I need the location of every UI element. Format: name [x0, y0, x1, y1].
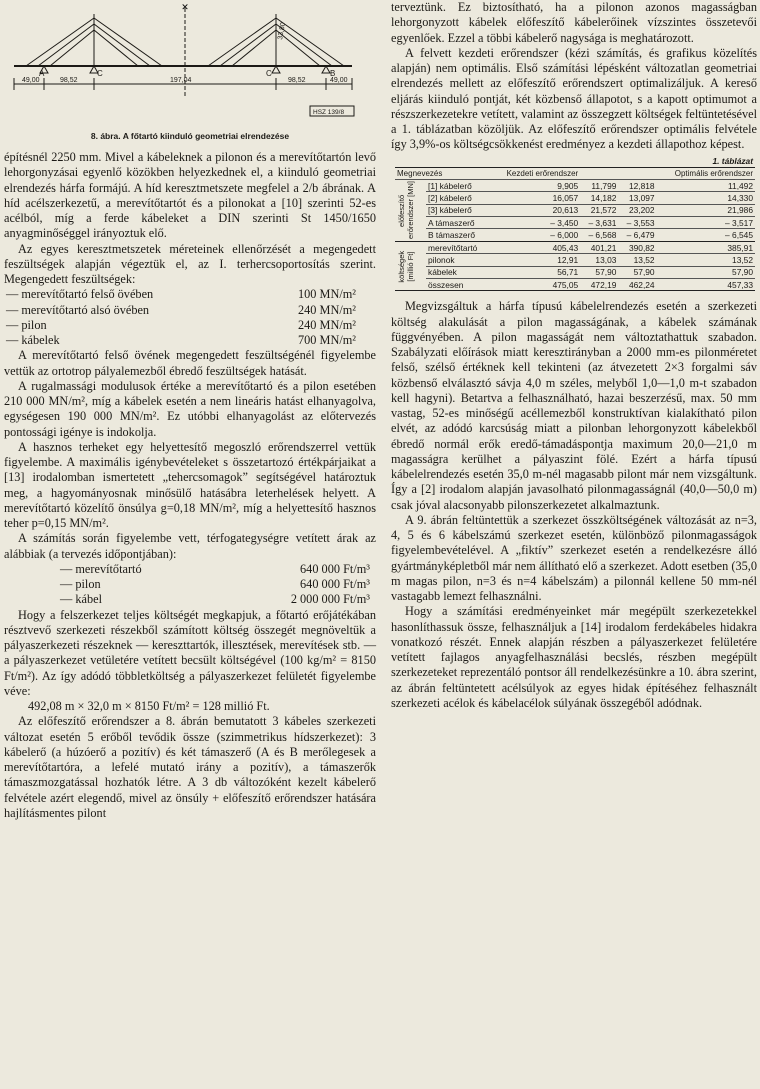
point-label: A	[39, 69, 45, 78]
axis-mark: ✕	[181, 2, 189, 12]
table-row: költségek [millió Ft] merevítőtartó 405,43 401,21 390,82 385,91	[395, 241, 755, 253]
paragraph: Hogy a számítási eredményeinket már megépült szerkezetekkel hasonlíthassuk össze, felhasználjuk a [14] irodalom ferdekábeles hidakra vonatkozó részét. Ennek alapján részben a pályaszerkezet felületére vetített fajlagos anyagfelhasználási becslés, részben megépült szerkezeteket reprezentáló pontsor áll rendelkezésünkre a 10. ábra szerint, az ábrán feltüntetett acélsúlyok az egyes hidak építéséhez felhasznált szerkezeti acélok és kábelacélok súlyának összegéből adódnak.	[391, 604, 757, 710]
dim-label: 98,52	[60, 77, 78, 84]
paragraph: Az egyes keresztmetszetek méreteinek ellenőrzését a megengedett feszültségek alapján végeztük el, az I. terhercsoportosítás szerint. Megengedett feszültségek:	[4, 241, 376, 286]
group-label: előfeszítő erőrendszer [MN]	[397, 181, 415, 240]
paragraph: A hasznos terheket egy helyettesítő megoszló erőrendszerrel vettük figyelembe. A maximális igénybevételeket s összetartozó értékpárjaikat a [13] irodalomban ismertetett „tehercsomagok” segítségével határoztuk meg, a hagyományosnak minősülő hatásábra leterhelések helyett. A merevítőtartó közelítő önsúlya g=0,18 MN/m², míg a helyettesítő hasznos teher p=0,15 MN/m².	[4, 439, 376, 530]
paragraph: Az előfeszítő erőrendszer a 8. ábrán bemutatott 3 kábeles szerkezeti változat esetén 5 erőből tevődik össze (szimmetrikus hídszerkezet): 3 kábelerő (a húzóerő a pozitív) és két támaszerő (A és B merőlegesek a merevítőtartóra, a lefelé mutató irány a pozitív), a támaszerők támaszmozgatással hozhatók létre. A 3 db változóként kezelt kábelerő felvétele azért elegendő, mivel az önsúly + előfeszítő erőrendszer hatására hajlításmentes pilont	[4, 714, 376, 820]
table-row: kábelek 56,71 57,90 57,90 57,90	[428, 267, 753, 278]
paragraph: terveztünk. Ez biztosítható, ha a pilonon azonos magasságban lehorgonyzott kábelek előfeszítő kábelerőinek vízszintes összetevői egyenlőek. Ezzel a többi kábelerő nagysága is meghatározott.	[391, 0, 757, 45]
table-header: Megnevezés Kezdeti erőrendszer Optimális erőrendszer	[397, 168, 753, 178]
table-row: [2] kábelerő 16,057 14,182 13,097 14,330	[428, 192, 753, 203]
dim-label: 49,00	[22, 77, 40, 84]
figure-8	[4, 0, 376, 150]
stamp: HSZ 139/8	[313, 109, 345, 116]
left-column	[4, 0, 376, 821]
list-item: — kábel 2 000 000 Ft/m³	[60, 592, 370, 607]
table-row: pilonok 12,91 13,03 13,52 13,52	[428, 254, 753, 265]
paragraph: A számítás során figyelembe vett, térfogategységre vetített árak az alábbiak (a tervezés időpontjában):	[4, 531, 376, 561]
list-item: — kábelek 700 MN/m²	[6, 333, 356, 347]
paragraph: A felvett kezdeti erőrendszer (kézi számítás, és grafikus közelítés alapján) nem optimális. Első számítási lépésként változatlan geometriai elrendezés mellett az előfeszítő erőrendszert optimalizáljuk. A kereső eljárás kiinduló pontját, két közbenső állapotot, s a kapott optimumot a részszerkezetekre vetített, valamint az összegzett költségek feltüntetésével a 1. táblázatban közöljük. Az előfeszítő erőrendszer optimális felvétele így 3,9%-os költségcsökkenést eredményez a kezdeti állapothoz képest.	[391, 45, 757, 152]
point-label: B	[330, 69, 336, 78]
table-title: 1. táblázat	[712, 155, 753, 166]
point-label: C	[266, 69, 272, 78]
dim-label: 98,52	[288, 77, 306, 84]
list-item: — merevítőtartó 640 000 Ft/m³	[60, 561, 370, 576]
dim-label: 49,00	[330, 77, 348, 84]
paragraph: A 9. ábrán feltüntettük a szerkezet összköltségének változását az n=3, 4, 5 és 6 kábelszámú szerkezet esetén, különböző pilonmagasságok figyelembevételével. A „fiktív” szerkezet esetén a rendelkezésre álló gyártmányképletből már nem állítható elő a szerkezet. Adott esetben (35,0 m magas pilon, n=3 és n=4 kábelszám) a pilonnál kellene 50 mm-nél vastagabb lemezt felhasználni.	[391, 512, 757, 604]
table-row: [3] kábelerő 20,613 21,572 23,202 21,986	[428, 205, 753, 216]
paragraph: A rugalmassági modulusok értéke a merevítőtartó és a pilon esetében 210 000 MN/m², míg a kábelek esetén a nem lineáris hatást elhanyagolva, egységesen 190 000 MN/m². Ez utóbbi elhanyagolást az előtervezés pontossági igénye is indokolja.	[4, 378, 376, 439]
list-item: — merevítőtartó felső övében 100 MN/m²	[6, 287, 356, 302]
bridge-diagram	[4, 0, 376, 124]
right-column	[391, 0, 757, 711]
paragraph: Megvizsgáltuk a hárfa típusú kábelelrendezés esetén a szerkezeti költség alakulását a pilon magasságának, a kábelek számának függvényében. A pilon magasságát nem változtathattuk szabadon. Szabályzati előírások miatt keresztirányban a 2000 mm-es pilonméretet felső, szélső értéknek kell tekinteni (az átvezetett 2×3 forgalmi sáv közbenső elválasztó sávja 4,0 m széles, melyből 1,0—1,0 m-t szabadon kell hagyni). Betartva a felhasználható, hazai beszerzésű, max. 50 mm vastag, 52-es minőségű acéllemezből konstruktívan kialakítható pilon elvét, az adódó karcsúság miatt a pilonban lehorgonyzott kábelekből ébredő normál erők eredő-támadáspontja maximum 20,0—21,0 m magasságra kerülhet a pályaszint fölé. Ezért a hárfa típusú kábelelrendezés esetén 35,0 m-nél magasabb pilont már nem vizsgáltunk. Így a [2] irodalom alapján javasolható pilonmagasságnál (40,0—50,0 m) csak jóval alacsonyabb pilonszerkezetet alkalmaztunk.	[391, 299, 757, 512]
table-row: összesen 475,05 472,19 462,24 457,33	[428, 279, 753, 290]
stress-list	[4, 287, 376, 348]
table-row: B támaszerő – 6,000 – 6,568 – 6,479 – 6,545	[428, 230, 753, 241]
mast-height-label: 33,80	[277, 21, 288, 41]
list-item: — pilon 240 MN/m²	[6, 317, 356, 332]
table-row: A támaszerő – 3,450 – 3,631 – 3,553 – 3,517	[428, 217, 753, 228]
point-label: C	[97, 69, 103, 78]
figure-caption: 8. ábra. A főtartó kiinduló geometriai elrendezése	[90, 131, 290, 141]
paragraph: A merevítőtartó felső övének megengedett feszültségénél figyelembe vettük az ortotrop pályalemezből ébredő feszültségek hatását.	[4, 348, 376, 378]
paragraph: építésnél 2250 mm. Mivel a kábeleknek a pilonon és a merevítőtartón levő lehorgonyzásai egyenlő közökben helyezkednek el, a kiinduló geometriai elrendezés hárfa formájú. A híd keresztmetszete megfelel a 2/b ábrának. A híd acélszerkezetű, a merevítőtartót és a pilonokat a [10] szerinti 52-es acélból, míg a ferde kábeleket a DIN szerinti St 1450/1650 anyagminőséggel irányoztuk elő.	[4, 150, 376, 241]
list-item: — pilon 640 000 Ft/m³	[60, 577, 370, 591]
equation: 492,08 m × 32,0 m × 8150 Ft/m² = 128 millió Ft.	[28, 699, 270, 713]
group-label: költségek [millió Ft]	[397, 250, 415, 282]
paragraph: Hogy a felszerkezet teljes költségét megkapjuk, a főtartó erőjátékában résztvevő szerkezeti részekből számított költség összegét megnöveltük a pályaszerkezeti részeknek — kereszttartók, illesztések, merevítések stb. — a pályaszerkezet vetületére vetített becsült költségével (100 kg/m² = 8150 Ft/m²). Az így adódó többletköltség a pályaszerkezet felületét figyelembe véve:	[4, 607, 376, 698]
dim-label: 197,04	[170, 77, 192, 84]
table-1	[395, 167, 755, 292]
price-list	[4, 562, 376, 608]
table-row: előfeszítő erőrendszer [MN] [1] kábelerő 9,905 11,799 12,818 11,492	[397, 180, 753, 240]
list-item: — merevítőtartó alsó övében 240 MN/m²	[6, 302, 356, 317]
